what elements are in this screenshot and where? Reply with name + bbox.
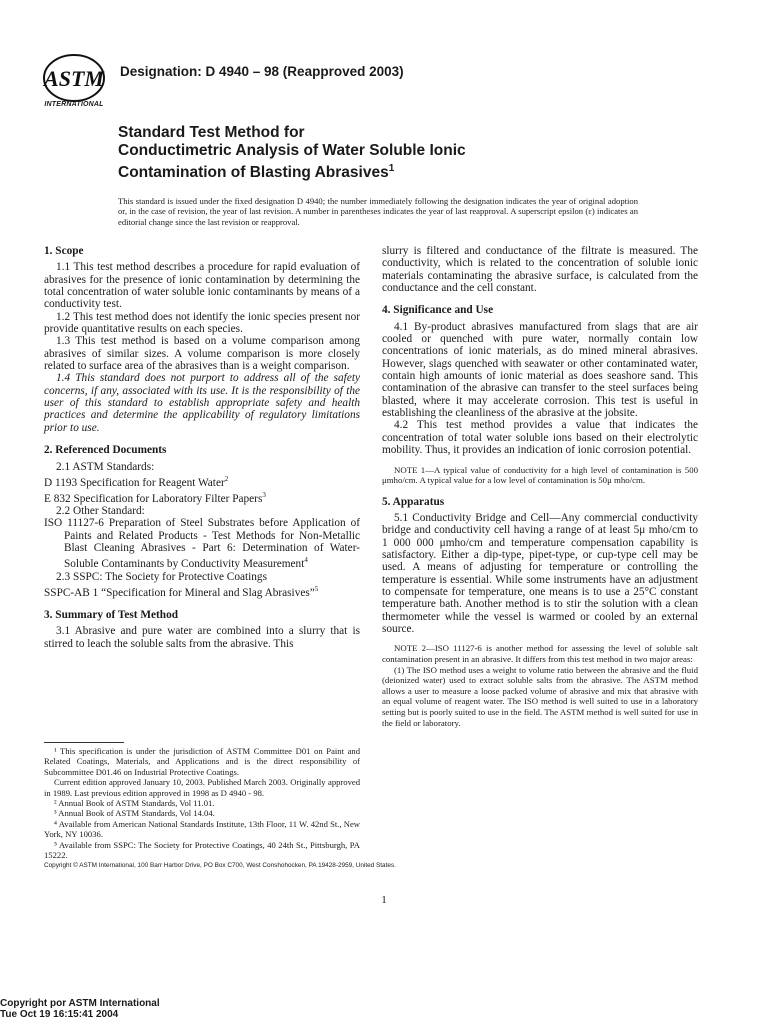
- para-4-1: 4.1 By-product abrasives manufactured from slags that are air cooled or quenched with pure water, normally contain low concentrations of ionic materials, as do mined mineral abrasives. However, slags quenched with seawater or other contaminated water, contain high amounts of ionic material as does seashore sand. This contamination of the abrasive can transfer to the steel surfaces being blasted, where it may accelerate corrosion. This test is useful in establishing the cleanliness of the abrasive at the jobsite.: [382, 320, 698, 420]
- ref-sspc: SSPC-AB 1 “Specification for Mineral and Slag Abrasives”$^5$: [44, 584, 319, 599]
- logo-international-text: INTERNATIONAL: [44, 101, 104, 108]
- section-2-heading: 2. Referenced Documents: [44, 444, 167, 457]
- issue-note: This standard is issued under the fixed designation D 4940; the number immediately following the designation indicates the year of original adoption or, in the case of revision, the year of last revision. A number in parentheses indicates the year of last reapproval. A superscript epsilon (ε) indicates an editorial change since the last revision or reapproval.: [118, 196, 638, 227]
- title-line-3: Contamination of Blasting Abrasives$^1$: [118, 163, 395, 182]
- note-2: NOTE 2—ISO 11127-6 is another method for assessing the level of soluble salt contamination present in an abrasive. It differs from this test method in two major areas:: [382, 643, 698, 665]
- para-1-4: 1.4 This standard does not purport to address all of the safety concerns, if any, associated with its use. It is the responsibility of the user of this standard to establish appropriate safety and health practices and determine the applicability of regulatory limitations prior to use.: [44, 372, 360, 434]
- para-2-3: 2.3 SSPC: The Society for Protective Coatings: [56, 570, 267, 583]
- note-1: NOTE 1—A typical value of conductivity for a high level of contamination is 500 μmho/cm. A typical value for a low level of contamination is 50μ mho/cm.: [382, 464, 698, 486]
- section-1-heading: 1. Scope: [44, 245, 84, 257]
- footnote-rule: [44, 742, 124, 743]
- section-5-heading: 5. Apparatus: [382, 495, 445, 508]
- ref-d1193: D 1193 Specification for Reagent Water$^2$: [44, 474, 229, 489]
- para-2-2: 2.2 Other Standard:: [56, 505, 145, 518]
- footnote-4: ⁴ Available from American National Standards Institute, 13th Floor, 11 W. 42nd St., New York, NY 10036.: [44, 818, 360, 840]
- para-1-1: 1.1 This test method describes a procedure for rapid evaluation of abrasives for the presence of ionic contamination by determining the total concentration of water soluble ionic contaminants by means of a conductivity test.: [44, 261, 360, 311]
- footnote-1: ¹ This specification is under the jurisdiction of ASTM Committee D01 on Paint and Related Coatings, Materials, and Applications and is the direct responsibility of Subcommittee D01.46 on Industrial Protective Coatings.: [44, 746, 360, 777]
- footnote-3: ³ Annual Book of ASTM Standards, Vol 14.04.: [54, 808, 215, 819]
- copyright-line: Copyright © ASTM International, 100 Barr Harbor Drive, PO Box C700, West Conshohocken, PA 19428-2959, United States.: [44, 862, 396, 869]
- designation: Designation: D 4940 – 98 (Reapproved 2003): [120, 64, 404, 79]
- stamp-line-2: Tue Oct 19 16:15:41 2004: [0, 1009, 119, 1020]
- ref-iso: ISO 11127-6 Preparation of Steel Substrates before Application of Paints and Related Products - Test Methods for Non-Metallic Blast Cleaning Abrasives - Part 6: Determination of Water-Soluble Contaminants by Conductivity Measurement$^4$: [44, 517, 360, 571]
- para-4-2: 4.2 This test method provides a value that indicates the concentration of total water soluble ions based on their electrolytic mobility. Thus, it provides an indication of ionic corrosion potential.: [382, 419, 698, 457]
- left-column: [44, 245, 360, 650]
- title-line-1: Standard Test Method for: [118, 124, 305, 141]
- footnotes: [44, 746, 360, 860]
- section-3-heading: 3. Summary of Test Method: [44, 609, 178, 621]
- section-4-heading: 4. Significance and Use: [382, 304, 494, 317]
- document-title: [118, 124, 678, 182]
- para-2-1: 2.1 ASTM Standards:: [56, 460, 155, 473]
- ref-e832: E 832 Specification for Laboratory Filter Papers$^3$: [44, 490, 266, 505]
- note-2-item-1: (1) The ISO method uses a weight to volume ratio between the abrasive and the fluid (deionized water) used to extract soluble salts from the abrasive. The ASTM method allows a user to measure a loose packed volume of abrasive and mix that abrasive with an equal volume of reagent water. The ISO method is well suited to use in a laboratory setting but is poorly suited to use in the field. The ASTM method is well suited for use in the field or laboratory.: [382, 664, 698, 728]
- para-1-2: 1.2 This test method does not identify the ionic species present nor provide quantitative results on each species.: [44, 310, 360, 336]
- para-1-3: 1.3 This test method is based on a volume comparison among abrasives of similar sizes. A volume comparison is more closely related to surface area of the abrasives than is a weight comparison.: [44, 335, 360, 373]
- title-footnote-mark: 1: [388, 163, 395, 174]
- para-5-1: 5.1 Conductivity Bridge and Cell—Any commercial conductivity bridge and conductivity cell having a range of at least 5μ mho/cm to 1 000 000 μmho/cm and temperature compensation capability is satisfactory. Either a dip-type, pipet-type, or cup-type cell may be used. A means of adjusting for temperature or controlling the temperature is essential. While some instruments have an adjustment to compensate for temperature, one means is to use a 25°C constant temperature bath. Another method is to stir the solution with a clean thermometer while the vessel is warmed or cooled by an external source.: [382, 512, 698, 636]
- para-3-1-continued: slurry is filtered and conductance of the filtrate is measured. The conductivity, which is related to the concentration of soluble ionic materials contaminating the abrasive surface, is calculated from the conductance and the cell constant.: [382, 245, 698, 295]
- astm-logo-icon: [38, 52, 110, 108]
- copyright-stamp: [0, 998, 160, 1020]
- footnote-5: ⁵ Available from SSPC: The Society for Protective Coatings, 40 24th St., Pittsburgh, PA 15222.: [44, 839, 360, 861]
- para-3-1: 3.1 Abrasive and pure water are combined into a slurry that is stirred to leach the soluble salts from the abrasive. This: [44, 625, 360, 650]
- footnote-2: ² Annual Book of ASTM Standards, Vol 11.01.: [54, 798, 215, 809]
- right-column: [382, 245, 698, 728]
- title-line-2: Conductimetric Analysis of Water Soluble Ionic: [118, 142, 466, 159]
- stamp-line-1: Copyright por ASTM International: [0, 998, 160, 1009]
- page-number: 1: [381, 894, 387, 906]
- svg-text:ASTM: ASTM: [44, 66, 104, 91]
- footnote-1-edition: Current edition approved January 10, 2003. Published March 2003. Originally approved in 1989. Last previous edition approved in 1998 as D 4940 - 98.: [44, 777, 360, 798]
